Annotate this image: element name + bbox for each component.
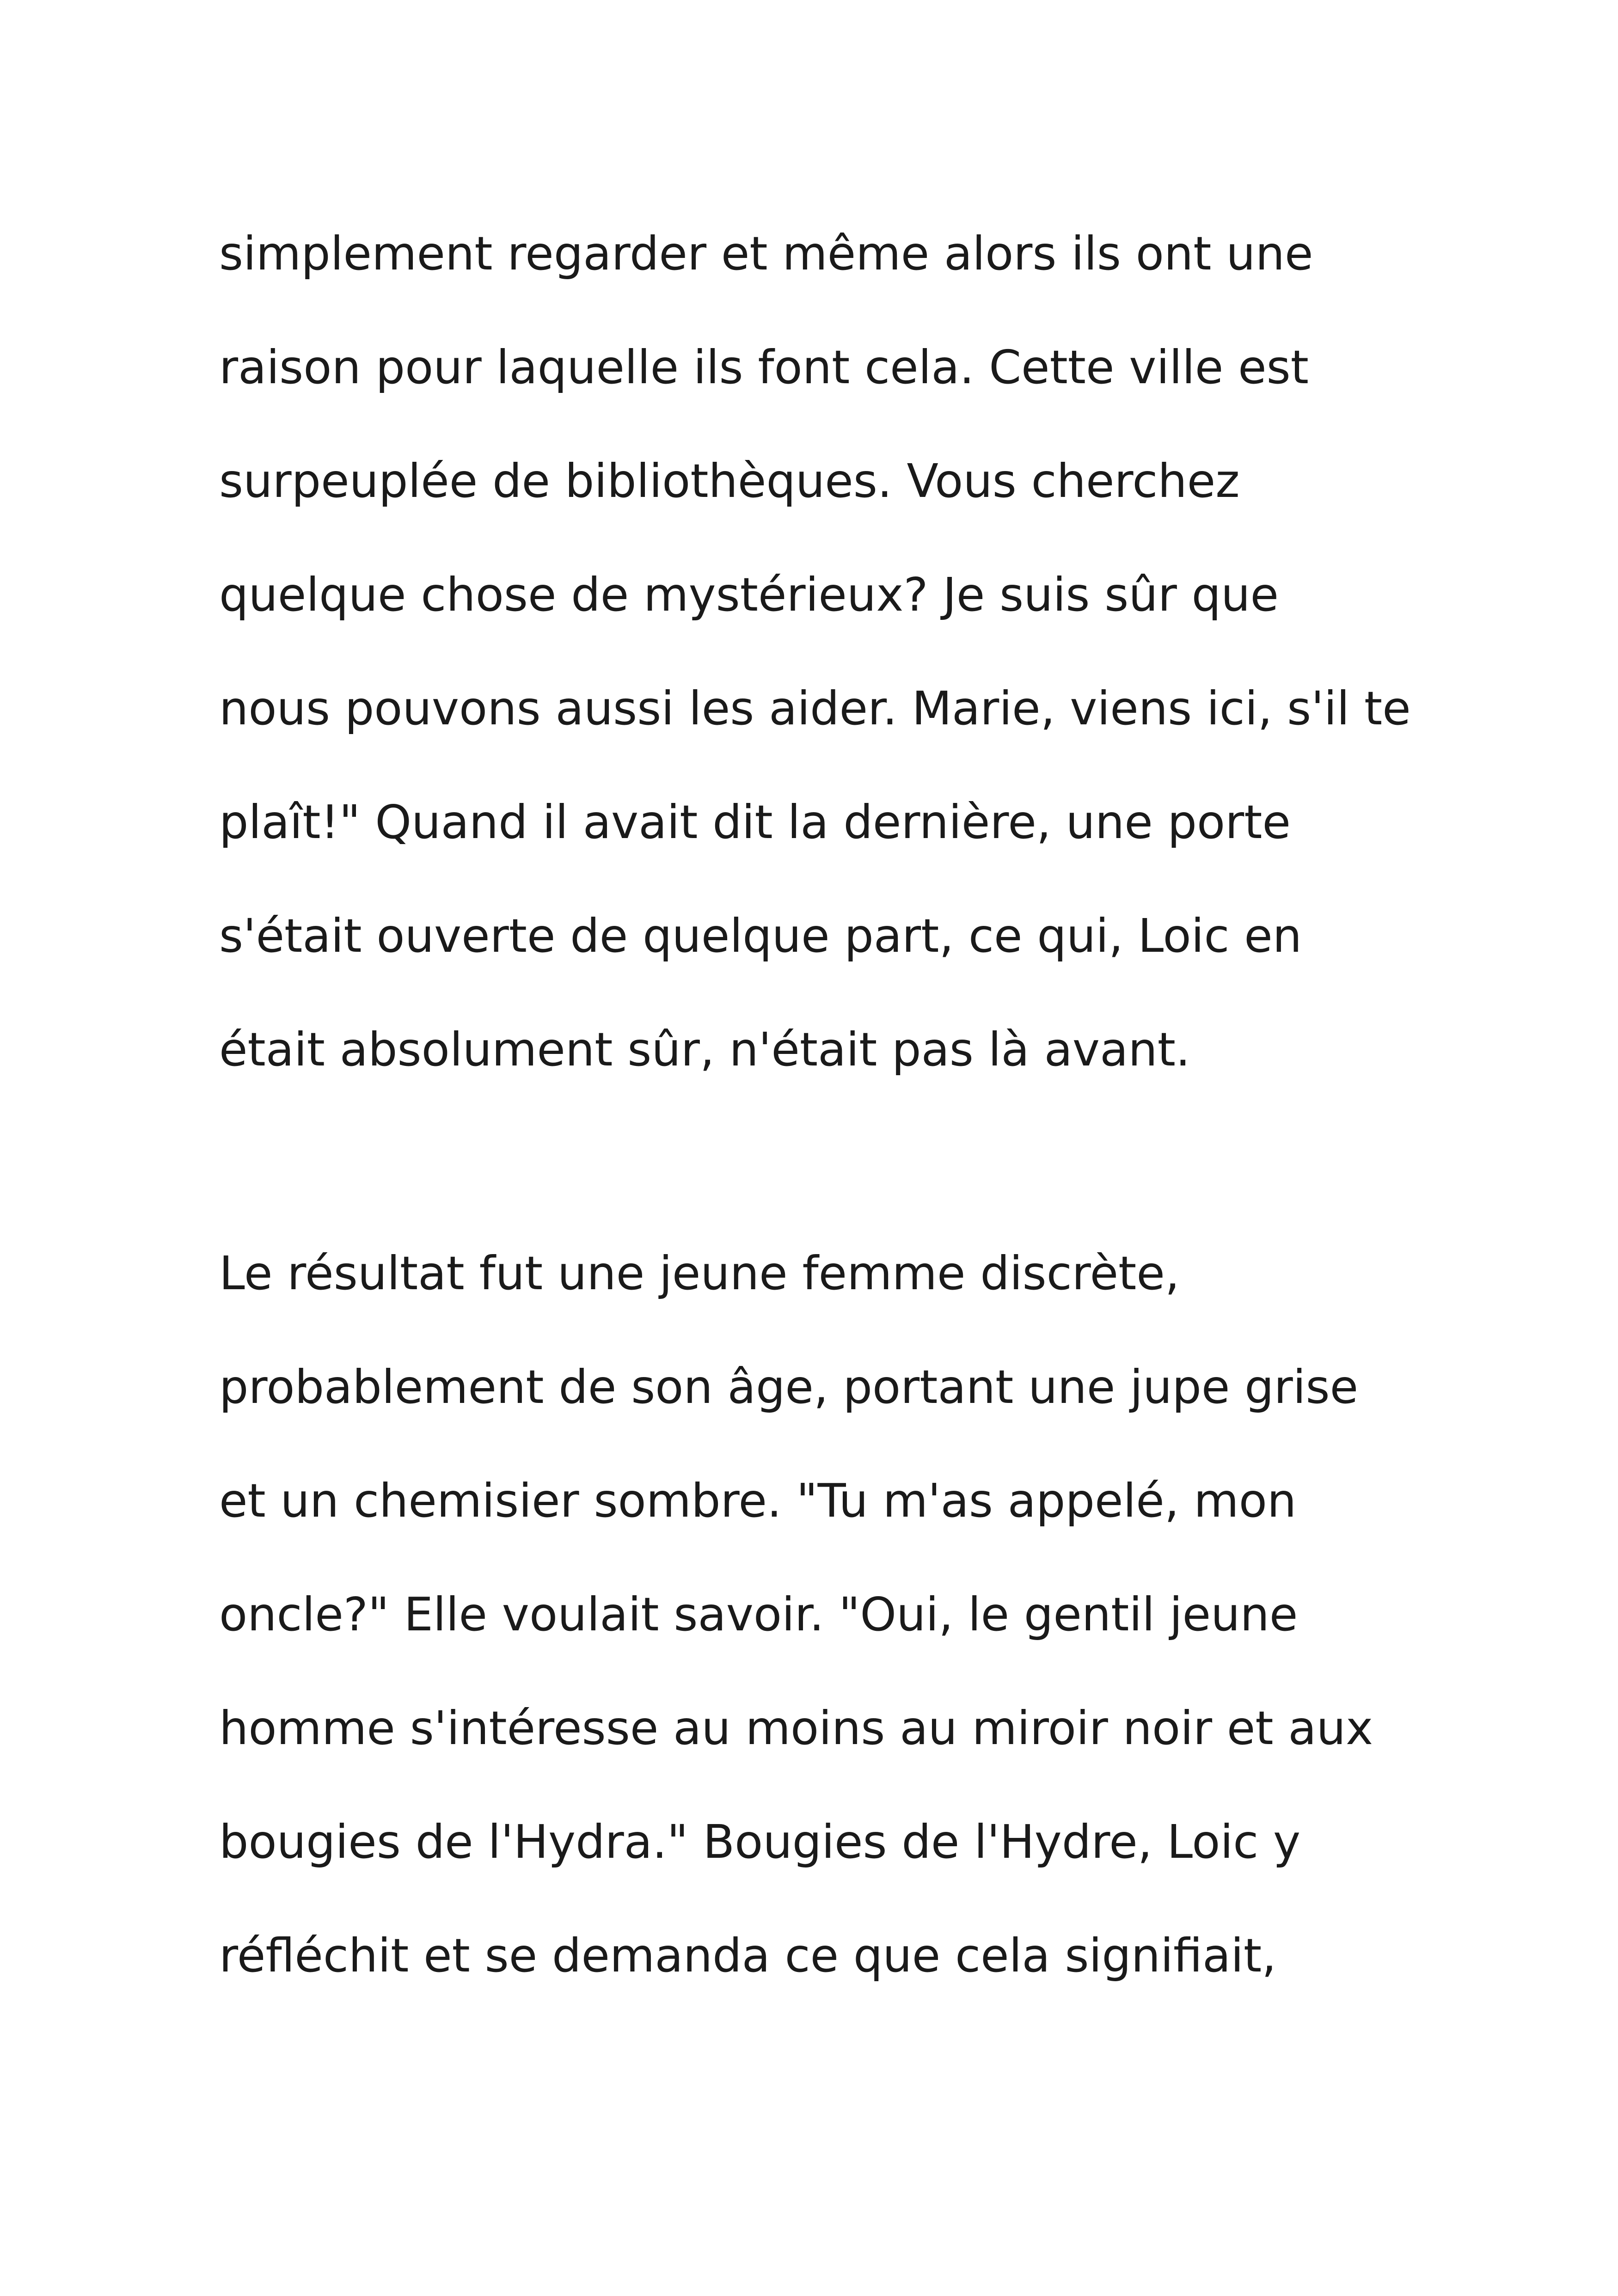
text-line: surpeuplée de bibliothèques. Vous cherchez — [219, 454, 1240, 508]
paragraph-1 — [219, 197, 1467, 1107]
text-line: homme s'intéresse au moins au miroir noir et aux — [219, 1701, 1373, 1755]
text-line: plaît!" Quand il avait dit la dernière, une porte — [219, 795, 1291, 849]
paragraph-2 — [219, 1217, 1467, 2013]
text-line: oncle?" Elle voulait savoir. "Oui, le gentil jeune — [219, 1587, 1298, 1641]
text-line: nous pouvons aussi les aider. Marie, viens ici, s'il te — [219, 681, 1411, 735]
text-line: s'était ouverte de quelque part, ce qui, Loic en — [219, 909, 1302, 963]
text-line: réfléchit et se demanda ce que cela signifiait, — [219, 1929, 1277, 1983]
text-line: simplement regarder et même alors ils ont une — [219, 227, 1313, 281]
text-line: et un chemisier sombre. "Tu m'as appelé, mon — [219, 1474, 1297, 1528]
text-line: bougies de l'Hydra." Bougies de l'Hydre, Loic y — [219, 1815, 1301, 1869]
text-line: raison pour laquelle ils font cela. Cette ville est — [219, 340, 1309, 394]
text-line: Le résultat fut une jeune femme discrète, — [219, 1246, 1180, 1300]
text-line: probablement de son âge, portant une jupe grise — [219, 1360, 1359, 1414]
text-line: quelque chose de mystérieux? Je suis sûr que — [219, 568, 1279, 622]
text-line: était absolument sûr, n'était pas là avant. — [219, 1022, 1190, 1077]
